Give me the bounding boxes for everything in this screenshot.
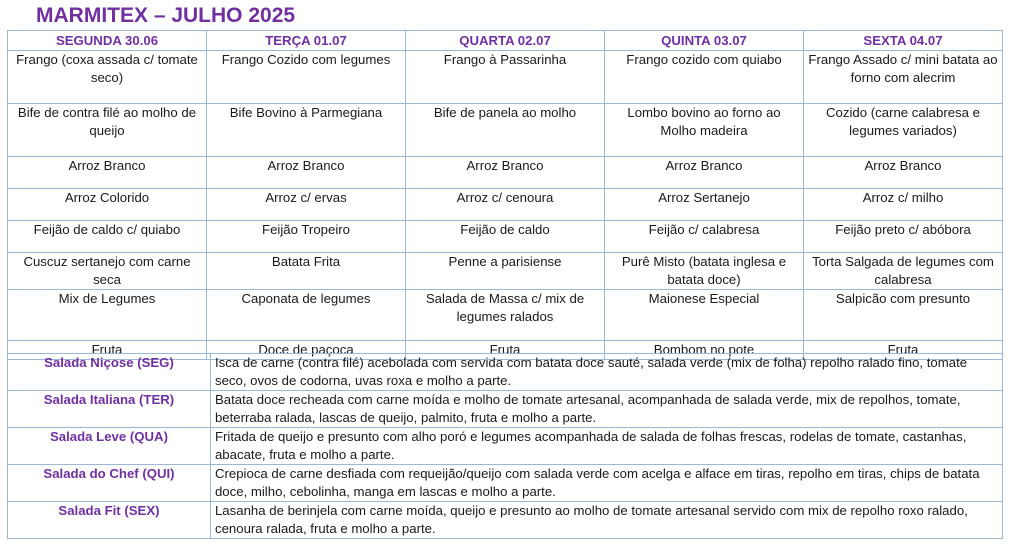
salad-name: Salada Italiana (TER) <box>8 391 211 428</box>
salad-name: Salada Niçose (SEG) <box>8 354 211 391</box>
salad-name: Salada Leve (QUA) <box>8 428 211 465</box>
menu-cell: Purê Misto (batata inglesa e batata doce) <box>605 253 804 290</box>
menu-cell: Arroz c/ milho <box>804 189 1003 221</box>
day-header-thursday: QUINTA 03.07 <box>605 31 804 51</box>
day-header-monday: SEGUNDA 30.06 <box>8 31 207 51</box>
menu-cell: Fruta <box>406 341 605 360</box>
salad-description: Batata doce recheada com carne moída e molho de tomate artesanal, acompanhada de salada verde, mix de repolhos, tomate, beterraba ralada, lascas de queijo, palmito, fruta e molho a parte. <box>210 391 1002 428</box>
menu-cell: Feijão preto c/ abóbora <box>804 221 1003 253</box>
menu-cell: Feijão de caldo <box>406 221 605 253</box>
menu-cell: Arroz Branco <box>8 157 207 189</box>
menu-cell: Arroz c/ ervas <box>207 189 406 221</box>
menu-cell: Frango Cozido com legumes <box>207 51 406 104</box>
menu-cell: Bombom no pote <box>605 341 804 360</box>
menu-cell: Arroz Colorido <box>8 189 207 221</box>
menu-cell: Fruta <box>804 341 1003 360</box>
day-header-row <box>8 31 1003 51</box>
salad-row <box>8 391 1003 428</box>
table-row-beans <box>8 221 1003 253</box>
menu-cell: Doce de paçoca <box>207 341 406 360</box>
menu-cell: Lombo bovino ao forno ao Molho madeira <box>605 104 804 157</box>
table-row-salad-side <box>8 290 1003 341</box>
table-row-chicken <box>8 51 1003 104</box>
table-row-beef <box>8 104 1003 157</box>
day-header-friday: SEXTA 04.07 <box>804 31 1003 51</box>
day-header-wednesday: QUARTA 02.07 <box>406 31 605 51</box>
salad-description: Isca de carne (contra filé) acebolada com servida com batata doce sauté, salada verde (mix de folha) repolho ralado fino, tomate seco, ovos de codorna, uvas roxa e molho a parte. <box>210 354 1002 391</box>
menu-cell: Arroz c/ cenoura <box>406 189 605 221</box>
menu-cell: Arroz Branco <box>207 157 406 189</box>
menu-cell: Arroz Branco <box>406 157 605 189</box>
menu-cell: Bife Bovino à Parmegiana <box>207 104 406 157</box>
menu-cell: Mix de Legumes <box>8 290 207 341</box>
menu-cell: Frango à Passarinha <box>406 51 605 104</box>
menu-cell: Arroz Branco <box>804 157 1003 189</box>
salad-description: Crepioca de carne desfiada com requeijão/queijo com salada verde com acelga e alface em tiras, repolho em tiras, chips de batata doce, milho, cebolinha, manga em lascas e molho a parte. <box>210 465 1002 502</box>
menu-cell: Arroz Branco <box>605 157 804 189</box>
salad-row <box>8 428 1003 465</box>
menu-cell: Bife de contra filé ao molho de queijo <box>8 104 207 157</box>
salad-row <box>8 354 1003 391</box>
table-row-side <box>8 253 1003 290</box>
menu-cell: Feijão c/ calabresa <box>605 221 804 253</box>
menu-cell: Caponata de legumes <box>207 290 406 341</box>
page-title: MARMITEX – JULHO 2025 <box>36 4 296 27</box>
menu-cell: Fruta <box>8 341 207 360</box>
salad-row <box>8 465 1003 502</box>
salad-description: Lasanha de berinjela com carne moída, queijo e presunto ao molho de tomate artesanal servido com mix de repolho roxo ralado, cenoura ralada, fruta e molho a parte. <box>210 502 1002 539</box>
menu-cell: Frango (coxa assada c/ tomate seco) <box>8 51 207 104</box>
table-row-white-rice <box>8 157 1003 189</box>
salad-name: Salada Fit (SEX) <box>8 502 211 539</box>
salads-table <box>7 353 1003 539</box>
salad-description: Fritada de queijo e presunto com alho poró e legumes acompanhada de salada de folhas frescas, rodelas de tomate, castanhas, abacate, fruta e molho a parte. <box>210 428 1002 465</box>
weekly-menu-table <box>7 30 1003 360</box>
menu-cell: Salada de Massa c/ mix de legumes ralados <box>406 290 605 341</box>
menu-cell: Cozido (carne calabresa e legumes variados) <box>804 104 1003 157</box>
salad-row <box>8 502 1003 539</box>
day-header-tuesday: TERÇA 01.07 <box>207 31 406 51</box>
menu-cell: Feijão Tropeiro <box>207 221 406 253</box>
menu-cell: Feijão de caldo c/ quiabo <box>8 221 207 253</box>
menu-cell: Frango Assado c/ mini batata ao forno com alecrim <box>804 51 1003 104</box>
menu-cell: Batata Frita <box>207 253 406 290</box>
menu-cell: Cuscuz sertanejo com carne seca <box>8 253 207 290</box>
menu-cell: Arroz Sertanejo <box>605 189 804 221</box>
salad-name: Salada do Chef (QUI) <box>8 465 211 502</box>
menu-cell: Salpicão com presunto <box>804 290 1003 341</box>
menu-cell: Frango cozido com quiabo <box>605 51 804 104</box>
menu-cell: Maionese Especial <box>605 290 804 341</box>
menu-cell: Penne a parisiense <box>406 253 605 290</box>
table-row-rice-variant <box>8 189 1003 221</box>
menu-cell: Torta Salgada de legumes com calabresa <box>804 253 1003 290</box>
menu-cell: Bife de panela ao molho <box>406 104 605 157</box>
